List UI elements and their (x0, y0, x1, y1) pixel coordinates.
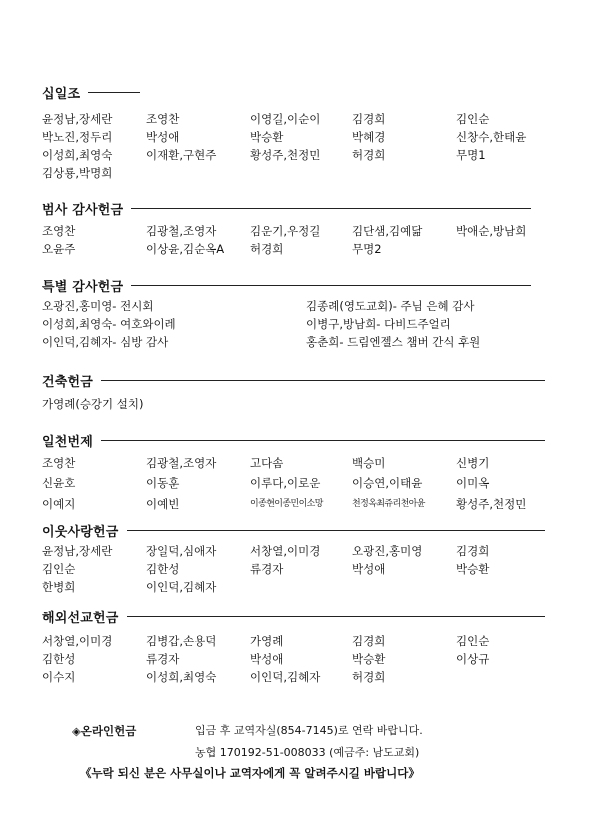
donor-name: 이미옥 (456, 476, 490, 490)
section-header (42, 430, 545, 450)
donor-name: 김한성 (42, 652, 76, 666)
donor-note: 이인덕,김혜자- 심방 감사 (42, 335, 169, 349)
section-header (42, 606, 545, 626)
donor-name: 이인덕,김혜자 (146, 580, 217, 594)
section-header (42, 370, 545, 390)
donor-name: 박노진,정두리 (42, 130, 113, 144)
donor-name: 이상윤,김순옥A (146, 242, 225, 256)
donor-name: 가영례 (250, 634, 284, 648)
name-row (0, 650, 595, 668)
donor-name: 허경희 (250, 242, 284, 256)
section-title: 이웃사랑헌금 (42, 524, 119, 540)
section-header (42, 520, 545, 540)
donor-name: 박성애 (250, 652, 284, 666)
section-title: 일천번제 (42, 434, 94, 450)
donor-name: 천정옥최쥬리천아윤 (352, 499, 425, 509)
donor-name: 김인순 (42, 562, 76, 576)
donor-name: 박승환 (352, 652, 386, 666)
donor-name: 류경자 (146, 652, 180, 666)
section-title: 특별 감사헌금 (42, 279, 124, 295)
name-row (0, 632, 595, 650)
donor-name: 이인덕,김혜자 (250, 670, 321, 684)
bank-account: 농협 170192-51-008033 (예금주: 남도교회) (195, 746, 420, 759)
name-row (0, 560, 595, 578)
donor-name: 황성주,천정민 (250, 148, 321, 162)
donor-name: 무명1 (456, 148, 486, 162)
donor-note: 홍춘희- 드림엔젤스 챔버 간식 후원 (306, 335, 481, 349)
pair-row (0, 333, 595, 351)
donor-name: 황성주,천정민 (456, 497, 527, 511)
section-rule (101, 380, 545, 381)
donor-name: 박애순,방남희 (456, 224, 527, 238)
section-title: 건축헌금 (42, 374, 94, 390)
donor-name: 이예지 (42, 497, 76, 511)
donor-name: 오광진,홍미영 (352, 544, 423, 558)
section-header (42, 275, 531, 295)
donor-name: 김경희 (352, 634, 386, 648)
donor-name: 박승환 (456, 562, 490, 576)
donor-name: 이승연,이태윤 (352, 476, 423, 490)
donor-name: 이영길,이순이 (250, 112, 321, 126)
donor-name: 오윤주 (42, 242, 76, 256)
donor-note: 이성희,최영숙- 여호와이레 (42, 317, 176, 331)
donor-name: 허경희 (352, 148, 386, 162)
donor-name: 김광철,조영자 (146, 456, 217, 470)
donor-name: 이종현이종민이소망 (250, 499, 323, 509)
donor-name: 백승미 (352, 456, 386, 470)
donor-name: 허경희 (352, 670, 386, 684)
name-row (0, 110, 595, 128)
name-row (0, 668, 595, 686)
section-rule (131, 208, 531, 209)
donor-name: 신병기 (456, 456, 490, 470)
donor-name: 이재환,구현주 (146, 148, 217, 162)
donor-name: 무명2 (352, 242, 382, 256)
online-offering-label: ◈온라인헌금 (72, 724, 137, 738)
donor-name: 조영찬 (42, 456, 76, 470)
donor-name: 박혜경 (352, 130, 386, 144)
omission-notice: 《누락 되신 분은 사무실이나 교역자에게 꼭 알려주시길 바랍니다》 (80, 766, 420, 780)
section-title: 십일조 (42, 86, 81, 102)
name-row (0, 128, 595, 146)
donor-name: 김한성 (146, 562, 180, 576)
contact-instruction: 입금 후 교역자실(854-7145)로 연락 바랍니다. (195, 724, 423, 737)
donor-name: 고다솜 (250, 456, 284, 470)
donor-name: 류경자 (250, 562, 284, 576)
donor-name: 이예빈 (146, 497, 180, 511)
donor-name: 박성애 (352, 562, 386, 576)
donor-name: 서창열,이미경 (42, 634, 113, 648)
donor-name: 김인순 (456, 634, 490, 648)
donor-note: 가영례(승강기 설치) (42, 397, 144, 411)
section-header (42, 82, 140, 102)
donor-note: 오광진,홍미영- 전시회 (42, 299, 154, 313)
donor-name: 이수지 (42, 670, 76, 684)
pair-row (0, 297, 595, 315)
donor-name: 김경희 (456, 544, 490, 558)
section-rule (131, 285, 531, 286)
name-row (0, 495, 595, 513)
donor-name: 이루다,이로운 (250, 476, 321, 490)
section-title: 해외선교헌금 (42, 610, 119, 626)
donor-name: 박승환 (250, 130, 284, 144)
donor-name: 김경희 (352, 112, 386, 126)
donor-name: 이동훈 (146, 476, 180, 490)
donor-name: 조영찬 (146, 112, 180, 126)
section-header (42, 198, 531, 218)
name-row (0, 474, 595, 492)
pair-row (0, 315, 595, 333)
donor-name: 김상룡,박명희 (42, 166, 113, 180)
section-rule (101, 440, 545, 441)
donor-name: 김인순 (456, 112, 490, 126)
donor-name: 신창수,한태윤 (456, 130, 527, 144)
donor-name: 김단샘,김예닮 (352, 224, 423, 238)
donor-name: 박성애 (146, 130, 180, 144)
name-row (0, 578, 595, 596)
donor-note: 이병구,방남희- 다비드주얼리 (306, 317, 451, 331)
name-row (0, 542, 595, 560)
donor-name: 이성희,최영숙 (146, 670, 217, 684)
name-row (0, 222, 595, 240)
name-row (0, 146, 595, 164)
donor-name: 한병희 (42, 580, 76, 594)
section-title: 범사 감사헌금 (42, 202, 124, 218)
donor-name: 서창열,이미경 (250, 544, 321, 558)
donor-name: 윤정남,장세란 (42, 112, 113, 126)
donor-name: 김병갑,손용덕 (146, 634, 217, 648)
donor-name: 장일덕,심애자 (146, 544, 217, 558)
section-rule (127, 530, 545, 531)
name-row (0, 164, 595, 182)
donor-name: 이성희,최영숙 (42, 148, 113, 162)
donor-name: 김운기,우정길 (250, 224, 321, 238)
donor-name: 이상규 (456, 652, 490, 666)
section-rule (127, 616, 545, 617)
donor-name: 조영찬 (42, 224, 76, 238)
name-row (0, 240, 595, 258)
section-rule (88, 92, 140, 93)
donor-name: 윤정남,장세란 (42, 544, 113, 558)
name-row (0, 395, 595, 413)
name-row (0, 454, 595, 472)
donor-name: 김광철,조영자 (146, 224, 217, 238)
donor-note: 김종례(영도교회)- 주님 은혜 감사 (306, 299, 475, 313)
donor-name: 신윤호 (42, 476, 76, 490)
